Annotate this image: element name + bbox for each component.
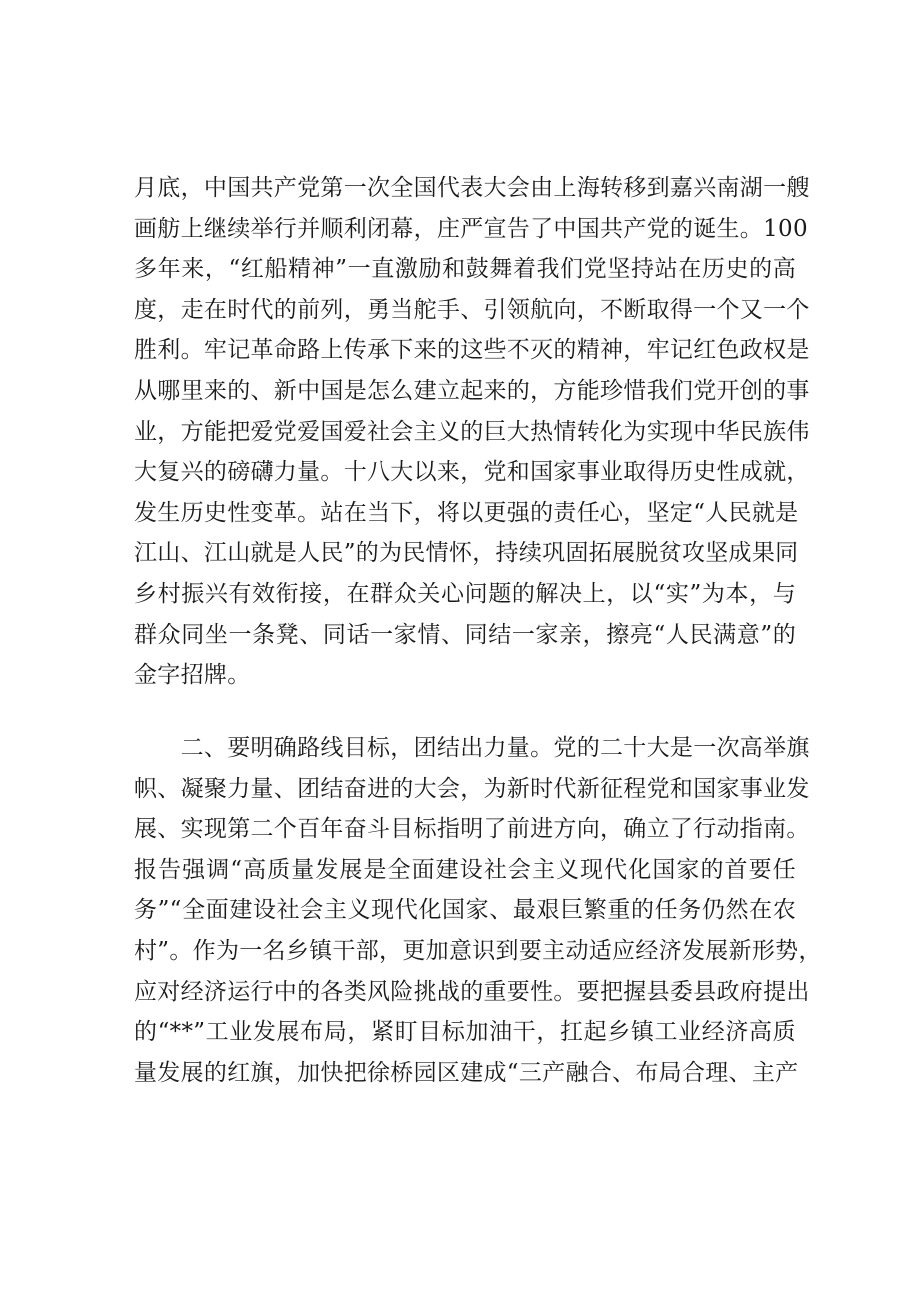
text-line: 从哪里来的、新中国是怎么建立起来的，方能珍惜我们党开创的事 [134, 377, 810, 404]
text-line: 江山、江山就是人民”的为民情怀，持续巩固拓展脱贫攻坚成果同 [134, 540, 799, 567]
text-line: 量发展的红旗，加快把徐桥园区建成“三产融合、布局合理、主产 [134, 1059, 799, 1086]
text-line: 画舫上继续举行并顺利闭幕，庄严宣告了中国共产党的诞生。100 [134, 215, 808, 242]
text-line: 的“**”工业发展布局，紧盯目标加油干，扛起乡镇工业经济高质 [134, 1019, 796, 1046]
paragraph-1 [134, 168, 810, 696]
text-line: 群众同坐一条凳、同话一家情、同结一家亲，擦亮“人民满意”的 [134, 621, 796, 648]
paragraph-2 [134, 728, 822, 1093]
text-line: 村”。作为一名乡镇干部，更加意识到要主动适应经济发展新形势， [134, 937, 822, 964]
text-line: 报告强调“高质量发展是全面建设社会主义现代化国家的首要任 [134, 856, 796, 883]
text-line: 多年来，“红船精神”一直激励和鼓舞着我们党坚持站在历史的高 [134, 256, 796, 283]
text-line: 业，方能把爱党爱国爱社会主义的巨大热情转化为实现中华民族伟 [134, 418, 810, 445]
text-line: 发生历史性变革。站在当下，将以更强的责任心，坚定“人民就是 [134, 499, 799, 526]
text-line: 金字招牌。 [134, 662, 251, 689]
text-line: 度，走在时代的前列，勇当舵手、引领航向，不断取得一个又一个 [134, 296, 810, 323]
text-line: 胜利。牢记革命路上传承下来的这些不灭的精神，牢记红色政权是 [134, 337, 810, 364]
text-line: 应对经济运行中的各类风险挑战的重要性。要把握县委县政府提出 [134, 978, 810, 1005]
text-line: 大复兴的磅礴力量。十八大以来，党和国家事业取得历史性成就， [134, 459, 810, 486]
text-line: 二、要明确路线目标，团结出力量。党的二十大是一次高举旗 [134, 735, 810, 761]
text-line: 月底，中国共产党第一次全国代表大会由上海转移到嘉兴南湖一艘 [134, 175, 810, 201]
text-line: 乡村振兴有效衔接，在群众关心问题的解决上，以“实”为本，与 [134, 580, 796, 607]
text-line: 务”“全面建设社会主义现代化国家、最艰巨繁重的任务仍然在农 [134, 897, 796, 924]
text-line: 展、实现第二个百年奋斗目标指明了前进方向，确立了行动指南。 [134, 816, 810, 843]
text-line: 帜、凝聚力量、团结奋进的大会，为新时代新征程党和国家事业发 [134, 775, 810, 802]
